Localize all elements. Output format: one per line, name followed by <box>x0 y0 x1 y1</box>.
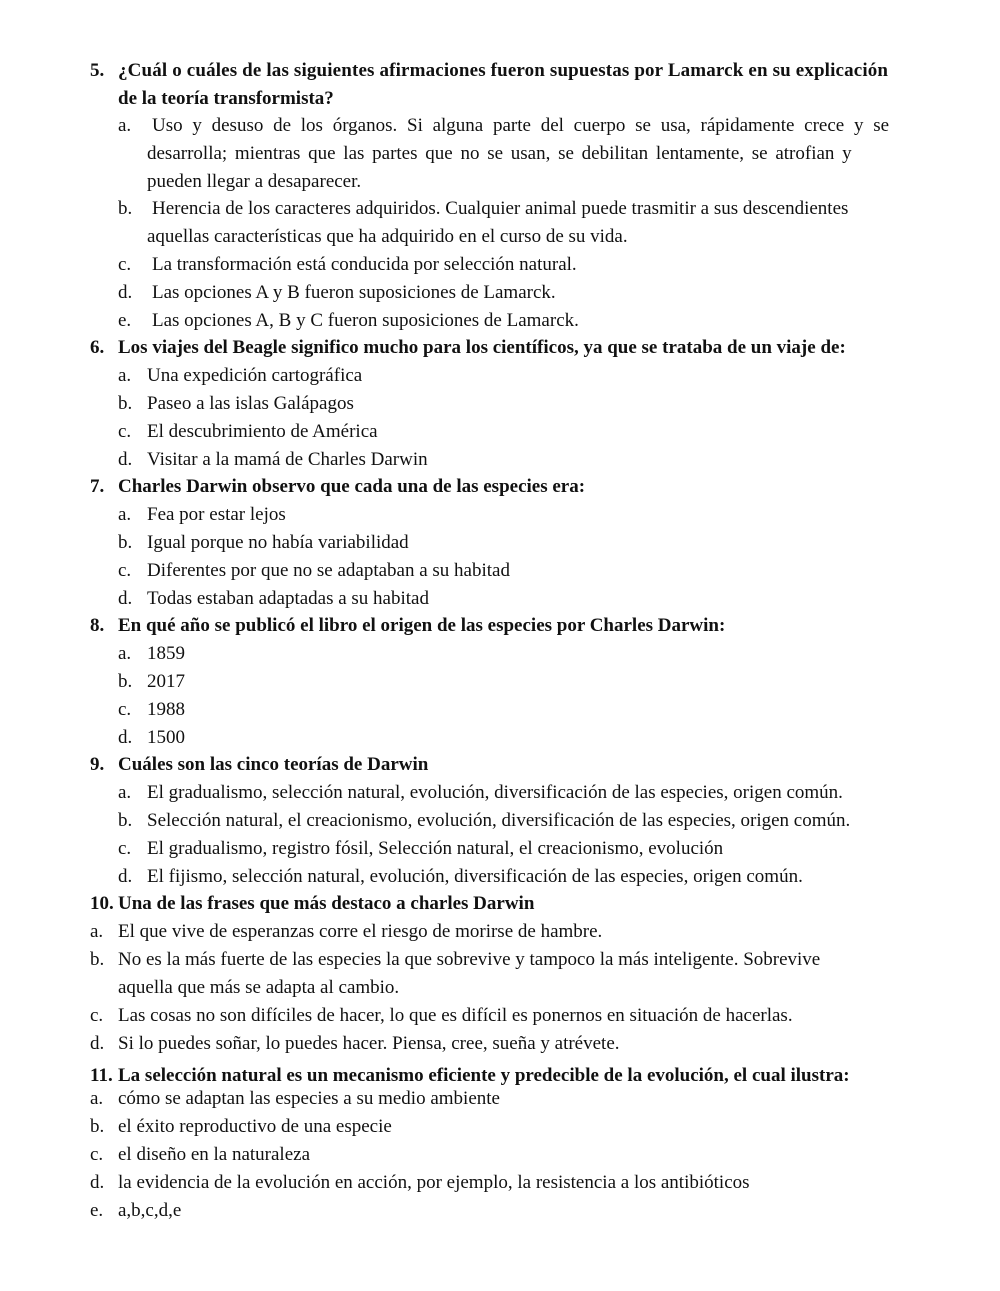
option-letter: a. <box>118 643 132 664</box>
option-text: Una expedición cartográfica <box>147 365 363 386</box>
option-letter: b. <box>118 532 133 553</box>
option-letter: a. <box>90 921 104 942</box>
option-text: pueden llegar a desaparecer. <box>147 171 362 192</box>
question-number: 7. <box>90 476 105 497</box>
option-letter: b. <box>118 810 133 831</box>
option-text: Las opciones A y B fueron suposiciones de Lamarck. <box>152 282 556 303</box>
option-letter: b. <box>118 671 133 692</box>
option-letter: d. <box>90 1033 105 1054</box>
question-text: Los viajes del Beagle significo mucho para los científicos, ya que se trataba de un viaje de: <box>118 337 846 358</box>
option-letter: a. <box>90 1088 104 1109</box>
option-letter: e. <box>90 1200 104 1221</box>
question-number: 9. <box>90 754 105 775</box>
option-text: 1500 <box>147 727 185 748</box>
option-text: El fijismo, selección natural, evolución, diversificación de las especies, origen común. <box>147 866 803 887</box>
question-text: Charles Darwin observo que cada una de las especies era: <box>118 476 586 497</box>
question-text: Una de las frases que más destaco a charles Darwin <box>118 893 535 914</box>
option-text: Diferentes por que no se adaptaban a su habitad <box>147 560 510 581</box>
option-text: desarrolla; mientras que las partes que no se usan, se debilitan lentamente, se atrofian y <box>147 143 852 164</box>
option-letter: d. <box>118 449 133 470</box>
option-letter: c. <box>118 699 132 720</box>
option-letter: b. <box>118 198 133 219</box>
option-letter: a. <box>118 504 132 525</box>
option-text: aquellas características que ha adquirido en el curso de su vida. <box>147 226 628 247</box>
question-number: 10. <box>90 893 114 914</box>
option-letter: a. <box>118 115 132 136</box>
question-number: 6. <box>90 337 105 358</box>
option-text: Fea por estar lejos <box>147 504 286 525</box>
option-letter: a. <box>118 782 132 803</box>
question-number: 5. <box>90 60 105 81</box>
option-letter: d. <box>118 588 133 609</box>
option-text: Selección natural, el creacionismo, evolución, diversificación de las especies, origen común. <box>147 810 851 831</box>
option-letter: d. <box>118 727 133 748</box>
option-letter: c. <box>118 421 132 442</box>
option-letter: c. <box>118 560 132 581</box>
option-letter: b. <box>90 949 105 970</box>
option-text: Si lo puedes soñar, lo puedes hacer. Piensa, cree, sueña y atrévete. <box>118 1033 620 1054</box>
question-number: 11. <box>90 1065 113 1086</box>
option-letter: d. <box>118 866 133 887</box>
option-letter: c. <box>118 254 132 275</box>
option-text: 1859 <box>147 643 185 664</box>
question-text: En qué año se publicó el libro el origen de las especies por Charles Darwin: <box>118 615 726 636</box>
option-text: Igual porque no había variabilidad <box>147 532 409 553</box>
option-text: cómo se adaptan las especies a su medio ambiente <box>118 1088 500 1109</box>
option-text: 2017 <box>147 671 185 692</box>
option-letter: c. <box>90 1144 104 1165</box>
question-text: de la teoría transformista? <box>118 88 334 109</box>
question-text: Cuáles son las cinco teorías de Darwin <box>118 754 429 775</box>
option-text: Las opciones A, B y C fueron suposiciones de Lamarck. <box>152 310 579 331</box>
option-letter: d. <box>118 282 133 303</box>
option-letter: e. <box>118 310 132 331</box>
option-text: Las cosas no son difíciles de hacer, lo que es difícil es ponernos en situación de hacerlas. <box>118 1005 793 1026</box>
option-text: el diseño en la naturaleza <box>118 1144 311 1165</box>
option-text: 1988 <box>147 699 185 720</box>
option-text: la evidencia de la evolución en acción, por ejemplo, la resistencia a los antibióticos <box>118 1172 750 1193</box>
option-text: El gradualismo, selección natural, evolución, diversificación de las especies, origen común. <box>147 782 843 803</box>
option-letter: d. <box>90 1172 105 1193</box>
option-text: a,b,c,d,e <box>118 1200 182 1221</box>
option-text: Todas estaban adaptadas a su habitad <box>147 588 429 609</box>
question-number: 8. <box>90 615 105 636</box>
option-text: Paseo a las islas Galápagos <box>147 393 354 414</box>
option-text: El que vive de esperanzas corre el riesgo de morirse de hambre. <box>118 921 603 942</box>
option-text: Herencia de los caracteres adquiridos. Cualquier animal puede trasmitir a sus descendientes <box>152 198 849 219</box>
option-text: La transformación está conducida por selección natural. <box>152 254 577 275</box>
option-letter: c. <box>118 838 132 859</box>
option-letter: b. <box>118 393 133 414</box>
question-text: La selección natural es un mecanismo eficiente y predecible de la evolución, el cual ilustra: <box>118 1065 850 1086</box>
option-text: Uso y desuso de los órganos. Si alguna parte del cuerpo se usa, rápidamente crece y se <box>152 115 890 136</box>
option-text: No es la más fuerte de las especies la que sobrevive y tampoco la más inteligente. Sobrevive <box>118 949 821 970</box>
option-letter: b. <box>90 1116 105 1137</box>
option-text: El gradualismo, registro fósil, Selección natural, el creacionismo, evolución <box>147 838 724 859</box>
option-text: El descubrimiento de América <box>147 421 378 442</box>
option-text: Visitar a la mamá de Charles Darwin <box>147 449 428 470</box>
option-text: aquella que más se adapta al cambio. <box>118 977 400 998</box>
option-text: el éxito reproductivo de una especie <box>118 1116 392 1137</box>
option-letter: c. <box>90 1005 104 1026</box>
option-letter: a. <box>118 365 132 386</box>
question-text: ¿Cuál o cuáles de las siguientes afirmaciones fueron supuestas por Lamarck en su explicación <box>118 60 889 81</box>
